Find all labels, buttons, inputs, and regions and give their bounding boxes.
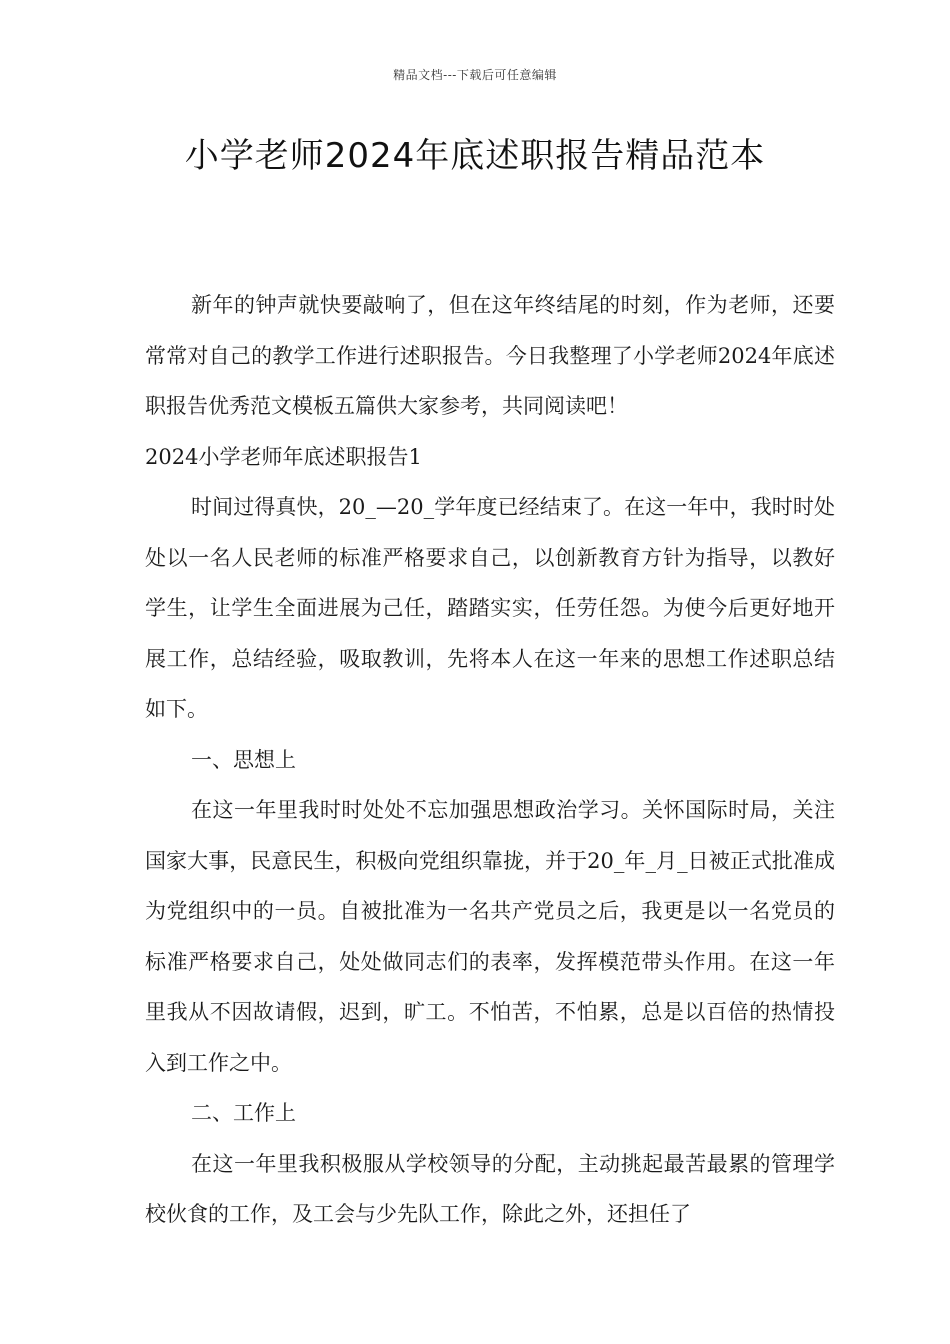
header-note: 精品文档---下载后可任意编辑: [393, 68, 557, 82]
subheading-work: 二、工作上: [191, 1101, 296, 1125]
subheading-thought: 一、思想上: [191, 747, 296, 772]
paragraph-summary: 时间过得真快，20_—20_学年度已经结束了。在这一年中，我时时处处以一名人民老师的标准严格要求自己，以创新教育方针为指导，以教好学生，让学生全面进展为己任，踏踏实实，任劳任怨。为使今后更好地开展工作，总结经验，吸取教训，先将本人在这一年来的思想工作述职总结如下。: [145, 495, 835, 721]
section-heading-report-1: 2024小学老师年底述职报告1: [145, 444, 422, 469]
paragraph-thought: 在这一年里我时时处处不忘加强思想政治学习。关怀国际时局，关注国家大事，民意民生，积极向党组织靠拢，并于20_年_月_日被正式批准成为党组织中的一员。自被批准为一名共产党员之后，我更是以一名党员的标准严格要求自己，处处做同志们的表率，发挥模范带头作用。在这一年里我从不因故请假，迟到，旷工。不怕苦，不怕累，总是以百倍的热情投入到工作之中。: [145, 798, 835, 1075]
paragraph-work: 在这一年里我积极服从学校领导的分配，主动挑起最苦最累的管理学校伙食的工作，及工会与少先队工作，除此之外，还担任了: [145, 1151, 835, 1226]
document-body: [145, 280, 835, 1240]
document-title: 小学老师2024年底述职报告精品范本: [184, 136, 766, 176]
paragraph-intro: 新年的钟声就快要敲响了，但在这年终结尾的时刻，作为老师，还要常常对自己的教学工作进行述职报告。今日我整理了小学老师2024年底述职报告优秀范文模板五篇供大家参考，共同阅读吧！: [145, 293, 835, 418]
